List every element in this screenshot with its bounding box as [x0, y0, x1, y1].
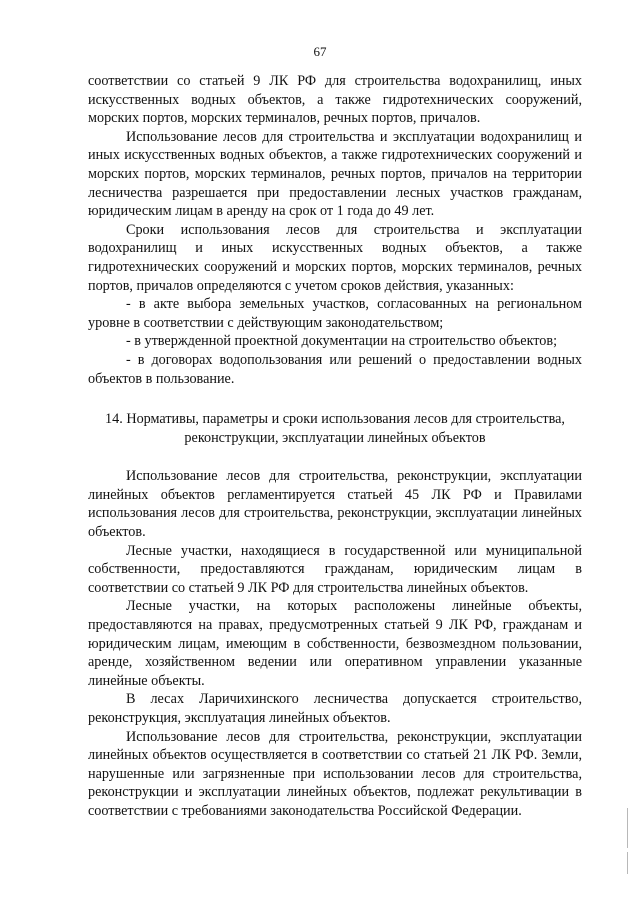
scan-edge-mark — [627, 852, 628, 874]
paragraph: Использование лесов для строительства, реконструкции, эксплуатации линейных объектов регламентируется статьей 45 ЛК РФ и Правилами использования лесов для строительства, реконструкции, эксплуатации линейных объектов. — [88, 468, 582, 541]
paragraph: соответствии со статьей 9 ЛК РФ для строительства водохранилищ, иных искусственных водных объектов, а также гидротехнических сооружений, морских портов, морских терминалов, речных портов, причалов. — [88, 73, 582, 127]
paragraph: Использование лесов для строительства и эксплуатации водохранилищ и иных искусственных водных объектов, а также гидротехнических сооружений и морских портов, морских терминалов, речных портов, причалов на территории лесничества разрешается при предоставлении лесных участков гражданам, юридическим лицам в аренду на срок от 1 года до 49 лет. — [88, 128, 582, 220]
section-heading-line-2: реконструкции, эксплуатации линейных объектов — [184, 429, 486, 446]
paragraph: Лесные участки, на которых расположены линейные объекты, предоставляются на правах, предусмотренных статьей 9 ЛК РФ, гражданам и юридическим лицам, имеющим в собственности, безвозмездном пользовании, аренде, хозяйственном ведении или оперативном управлении указанные линейные объекты. — [88, 598, 582, 689]
page-number: 67 — [313, 44, 327, 59]
paragraph: - в акте выбора земельных участков, согласованных на региональном уровне в соответствии с действующим законодательством; — [88, 296, 582, 331]
paragraph: В лесах Ларичихинского лесничества допускается строительство, реконструкция, эксплуатация линейных объектов. — [88, 691, 582, 726]
section-heading — [88, 410, 582, 447]
paragraph: Сроки использования лесов для строительства и эксплуатации водохранилищ и иных искусственных водных объектов, а также гидротехнических сооружений и морских портов, морских терминалов, речных портов, причалов определяются с учетом сроков действия, указанных: — [88, 221, 582, 294]
section-heading-line-1: 14. Нормативы, параметры и сроки использования лесов для строительства, — [105, 411, 565, 428]
paragraph: Лесные участки, находящиеся в государственной или муниципальной собственности, предоставляются гражданам, юридическим лицам в соответствии со статьей 9 ЛК РФ для строительства линейных объектов. — [88, 542, 582, 596]
paragraph: - в утвержденной проектной документации на строительство объектов; — [126, 333, 558, 350]
scan-edge-mark — [627, 808, 628, 848]
section-14-text — [88, 467, 582, 820]
spacer — [88, 447, 582, 467]
paragraph: - в договорах водопользования или решений о предоставлении водных объектов в пользование. — [88, 351, 582, 387]
paragraph: Использование лесов для строительства, реконструкции, эксплуатации линейных объектов осуществляется в соответствии со статьей 21 ЛК РФ. Земли, нарушенные или загрязненные при использовании лесов для строительства, реконструкции и эксплуатации линейных объектов, подлежат рекультивации в соответствии с требованиями законодательства Российской Федерации. — [88, 728, 582, 819]
section-top-text — [88, 72, 582, 388]
spacer — [88, 388, 582, 410]
document-body — [88, 72, 582, 821]
